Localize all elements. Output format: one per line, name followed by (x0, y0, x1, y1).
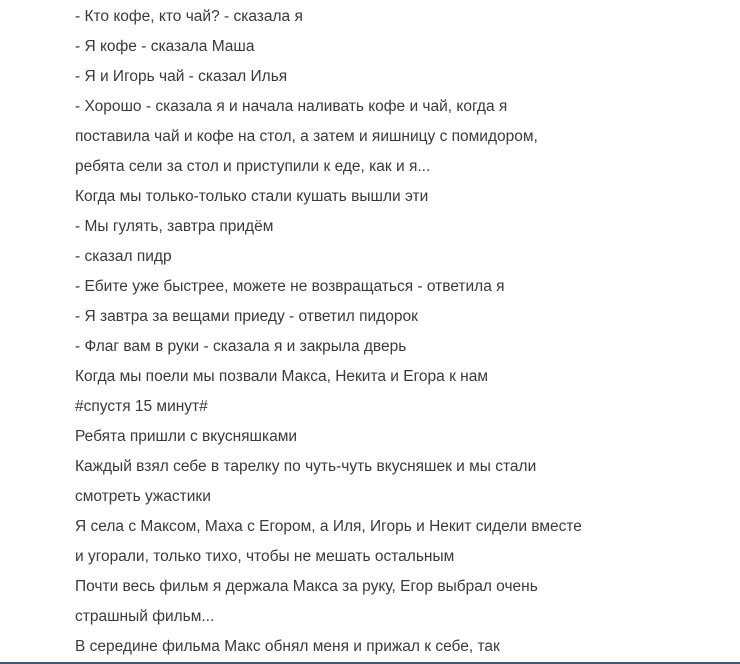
story-line: - Я и Игорь чай - сказал Илья (75, 68, 288, 85)
story-line: смотреть ужастики (75, 488, 211, 505)
story-line: Когда мы только-только стали кушать вышли эти (75, 188, 429, 205)
story-line: Когда мы поели мы позвали Макса, Некита и Егора к нам (75, 368, 489, 385)
story-line: - Хорошо - сказала я и начала наливать кофе и чай, когда я (75, 98, 508, 115)
story-line: Я села с Максом, Маха с Егором, а Иля, Игорь и Некит сидели вместе (75, 518, 582, 535)
story-line: - Флаг вам в руки - сказала я и закрыла дверь (75, 338, 407, 355)
story-line: и угорали, только тихо, чтобы не мешать остальным (75, 548, 455, 565)
story-line: страшный фильм... (75, 608, 215, 625)
story-line: - Ебите уже быстрее, можете не возвращаться - ответила я (75, 278, 505, 295)
story-line: - сказал пидр (75, 248, 172, 265)
story-line: поставила чай и кофе на стол, а затем и яишницу с помидором, (75, 128, 538, 145)
story-line: - Мы гулять, завтра придём (75, 218, 274, 235)
story-line: Ребята пришли с вкусняшками (75, 428, 298, 445)
story-line: - Кто кофе, кто чай? - сказала я (75, 8, 303, 25)
story-text (75, 2, 725, 662)
story-line: - Я завтра за вещами приеду - ответил пидорок (75, 308, 418, 325)
story-line: Каждый взял себе в тарелку по чуть-чуть вкусняшек и мы стали (75, 458, 537, 475)
story-line: В середине фильма Макс обнял меня и прижал к себе, так (75, 638, 500, 655)
story-line: Почти весь фильм я держала Макса за руку, Егор выбрал очень (75, 578, 538, 595)
story-line: ребята сели за стол и приступили к еде, как и я... (75, 158, 431, 175)
story-line: - Я кофе - сказала Маша (75, 38, 255, 55)
story-line: #спустя 15 минут# (75, 398, 208, 415)
